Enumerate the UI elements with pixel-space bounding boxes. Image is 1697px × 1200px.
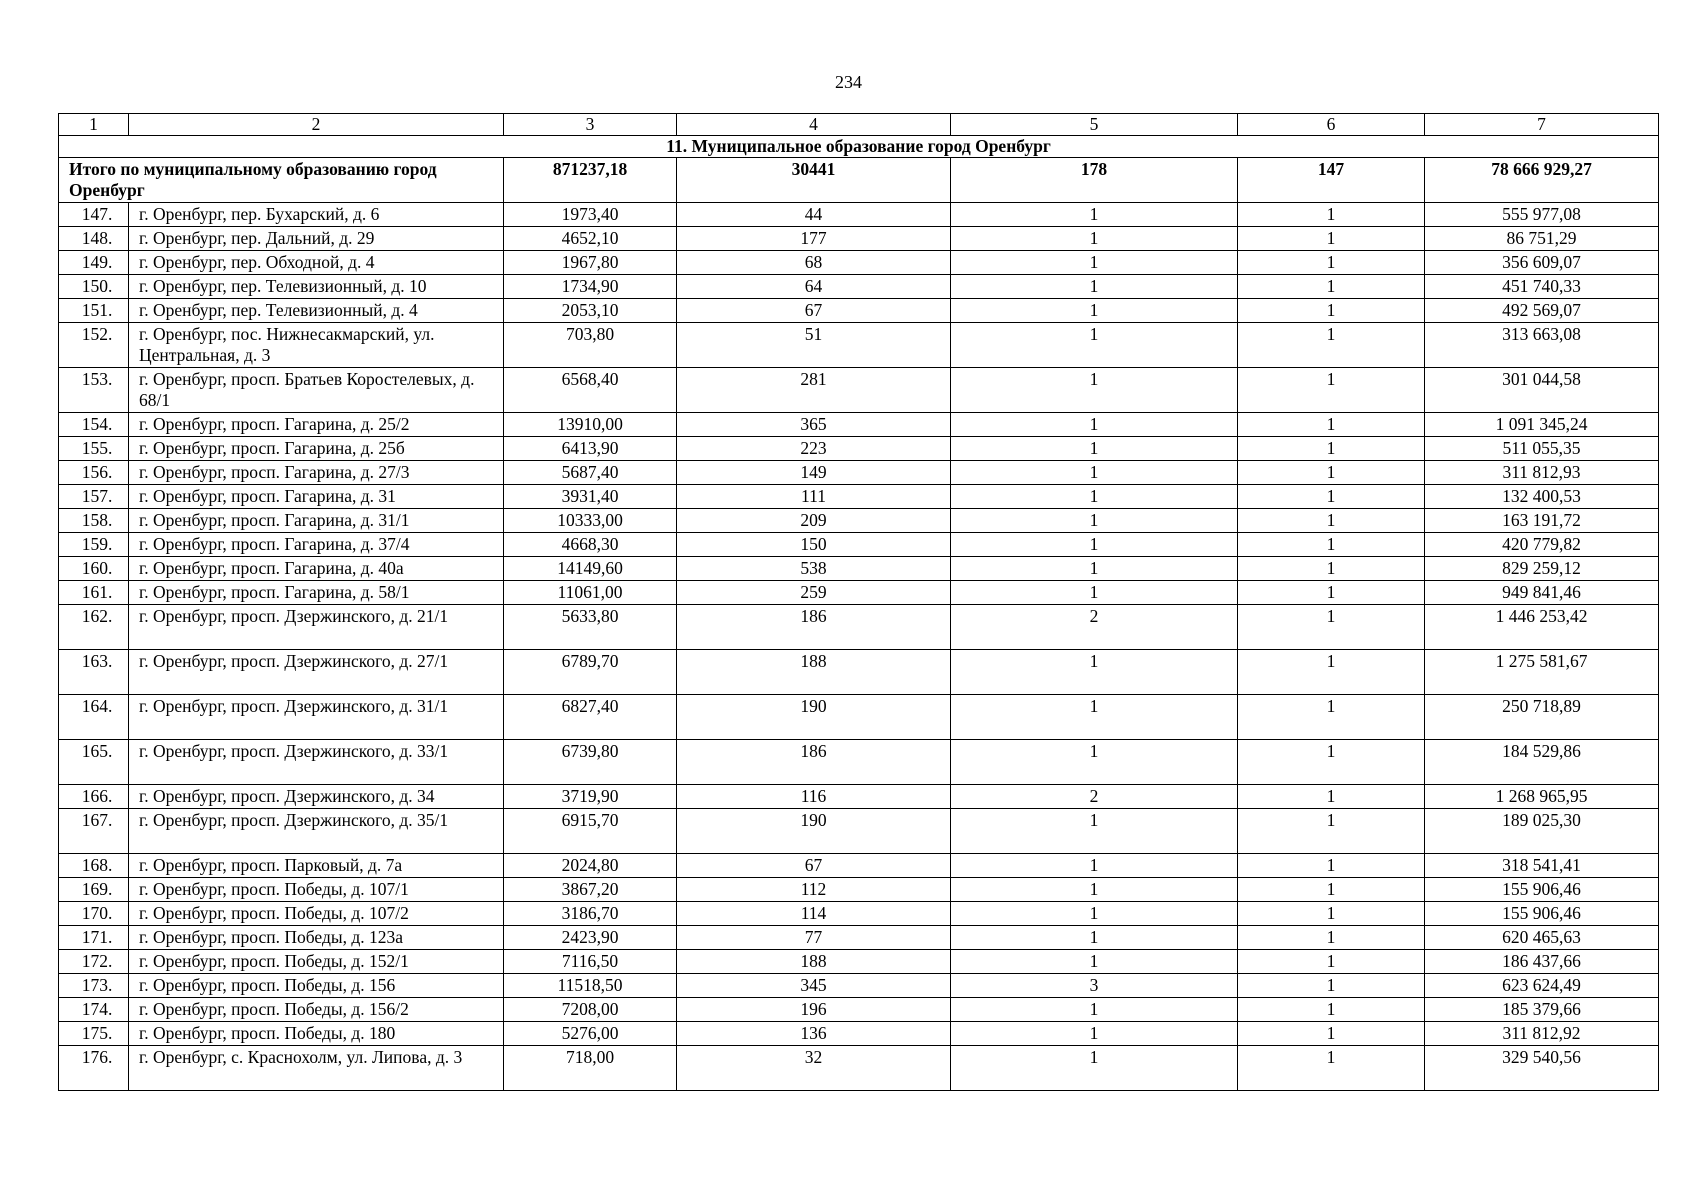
col4-cell: 68 <box>677 251 951 275</box>
row-number: 155. <box>59 437 129 461</box>
column-number: 4 <box>677 114 951 136</box>
col5-cell: 1 <box>951 251 1238 275</box>
row-number: 158. <box>59 509 129 533</box>
col6-cell: 1 <box>1238 740 1425 785</box>
col5-cell: 1 <box>951 878 1238 902</box>
col5-cell: 1 <box>951 368 1238 413</box>
col4-cell: 209 <box>677 509 951 533</box>
col6-cell: 1 <box>1238 557 1425 581</box>
col6-cell: 1 <box>1238 413 1425 437</box>
col5-cell: 1 <box>951 323 1238 368</box>
row-number: 170. <box>59 902 129 926</box>
col4-cell: 32 <box>677 1046 951 1091</box>
amount-cell: 451 740,33 <box>1425 275 1659 299</box>
row-number: 167. <box>59 809 129 854</box>
address-cell: г. Оренбург, просп. Победы, д. 180 <box>129 1022 504 1046</box>
col6-cell: 1 <box>1238 998 1425 1022</box>
col5-cell: 1 <box>951 809 1238 854</box>
amount-cell: 86 751,29 <box>1425 227 1659 251</box>
col6-cell: 1 <box>1238 926 1425 950</box>
area-cell: 703,80 <box>504 323 677 368</box>
address-cell: г. Оренбург, просп. Дзержинского, д. 27/1 <box>129 650 504 695</box>
row-number: 147. <box>59 203 129 227</box>
address-cell: г. Оренбург, просп. Победы, д. 107/2 <box>129 902 504 926</box>
table-row <box>59 485 1659 509</box>
row-number: 163. <box>59 650 129 695</box>
amount-cell: 511 055,35 <box>1425 437 1659 461</box>
col6-cell: 1 <box>1238 1022 1425 1046</box>
col4-cell: 190 <box>677 809 951 854</box>
col5-cell: 1 <box>951 533 1238 557</box>
row-number: 172. <box>59 950 129 974</box>
area-cell: 10333,00 <box>504 509 677 533</box>
col5-cell: 1 <box>951 557 1238 581</box>
amount-cell: 555 977,08 <box>1425 203 1659 227</box>
col6-cell: 1 <box>1238 695 1425 740</box>
col5-cell: 1 <box>951 650 1238 695</box>
amount-cell: 132 400,53 <box>1425 485 1659 509</box>
col4-cell: 149 <box>677 461 951 485</box>
row-number: 156. <box>59 461 129 485</box>
col6-cell: 1 <box>1238 437 1425 461</box>
amount-cell: 1 091 345,24 <box>1425 413 1659 437</box>
col5-cell: 3 <box>951 974 1238 998</box>
area-cell: 6413,90 <box>504 437 677 461</box>
col6-cell: 1 <box>1238 854 1425 878</box>
area-cell: 5276,00 <box>504 1022 677 1046</box>
amount-cell: 155 906,46 <box>1425 878 1659 902</box>
col6-cell: 1 <box>1238 809 1425 854</box>
address-cell: г. Оренбург, просп. Братьев Коростелевых, д. 68/1 <box>129 368 504 413</box>
total-amount: 78 666 929,27 <box>1425 158 1659 203</box>
amount-cell: 420 779,82 <box>1425 533 1659 557</box>
col4-cell: 77 <box>677 926 951 950</box>
section-title: 11. Муниципальное образование город Оренбург <box>59 136 1659 158</box>
area-cell: 3931,40 <box>504 485 677 509</box>
row-number: 166. <box>59 785 129 809</box>
column-number: 1 <box>59 114 129 136</box>
address-cell: г. Оренбург, просп. Победы, д. 152/1 <box>129 950 504 974</box>
col5-cell: 1 <box>951 998 1238 1022</box>
address-cell: г. Оренбург, просп. Гагарина, д. 27/3 <box>129 461 504 485</box>
table-row <box>59 878 1659 902</box>
column-number-row <box>59 114 1659 136</box>
row-number: 169. <box>59 878 129 902</box>
address-cell: г. Оренбург, просп. Парковый, д. 7а <box>129 854 504 878</box>
col6-cell: 1 <box>1238 509 1425 533</box>
col4-cell: 196 <box>677 998 951 1022</box>
table-row <box>59 1022 1659 1046</box>
col4-cell: 281 <box>677 368 951 413</box>
col6-cell: 1 <box>1238 323 1425 368</box>
col4-cell: 345 <box>677 974 951 998</box>
amount-cell: 492 569,07 <box>1425 299 1659 323</box>
column-number: 6 <box>1238 114 1425 136</box>
col4-cell: 365 <box>677 413 951 437</box>
area-cell: 14149,60 <box>504 557 677 581</box>
col6-cell: 1 <box>1238 605 1425 650</box>
address-cell: г. Оренбург, просп. Дзержинского, д. 34 <box>129 785 504 809</box>
table-row <box>59 227 1659 251</box>
area-cell: 4652,10 <box>504 227 677 251</box>
area-cell: 11518,50 <box>504 974 677 998</box>
row-number: 150. <box>59 275 129 299</box>
col5-cell: 2 <box>951 605 1238 650</box>
col5-cell: 1 <box>951 1022 1238 1046</box>
area-cell: 3867,20 <box>504 878 677 902</box>
amount-cell: 311 812,92 <box>1425 1022 1659 1046</box>
amount-cell: 184 529,86 <box>1425 740 1659 785</box>
col6-cell: 1 <box>1238 1046 1425 1091</box>
col4-cell: 223 <box>677 437 951 461</box>
col6-cell: 1 <box>1238 299 1425 323</box>
area-cell: 5633,80 <box>504 605 677 650</box>
table-row <box>59 581 1659 605</box>
table-row <box>59 509 1659 533</box>
col6-cell: 1 <box>1238 227 1425 251</box>
col6-cell: 1 <box>1238 485 1425 509</box>
col5-cell: 1 <box>951 299 1238 323</box>
col6-cell: 1 <box>1238 950 1425 974</box>
address-cell: г. Оренбург, просп. Гагарина, д. 37/4 <box>129 533 504 557</box>
table-row <box>59 740 1659 785</box>
col5-cell: 1 <box>951 950 1238 974</box>
col5-cell: 1 <box>951 902 1238 926</box>
address-cell: г. Оренбург, просп. Победы, д. 156 <box>129 974 504 998</box>
col4-cell: 188 <box>677 650 951 695</box>
col4-cell: 136 <box>677 1022 951 1046</box>
row-number: 171. <box>59 926 129 950</box>
table-row <box>59 1046 1659 1091</box>
col5-cell: 1 <box>951 413 1238 437</box>
row-number: 160. <box>59 557 129 581</box>
area-cell: 7208,00 <box>504 998 677 1022</box>
address-cell: г. Оренбург, просп. Гагарина, д. 31 <box>129 485 504 509</box>
amount-cell: 356 609,07 <box>1425 251 1659 275</box>
column-number: 7 <box>1425 114 1659 136</box>
col4-cell: 64 <box>677 275 951 299</box>
total-row <box>59 158 1659 203</box>
address-cell: г. Оренбург, просп. Победы, д. 123а <box>129 926 504 950</box>
col6-cell: 1 <box>1238 785 1425 809</box>
col5-cell: 1 <box>951 926 1238 950</box>
col6-cell: 1 <box>1238 368 1425 413</box>
col5-cell: 1 <box>951 695 1238 740</box>
amount-cell: 620 465,63 <box>1425 926 1659 950</box>
col4-cell: 186 <box>677 605 951 650</box>
area-cell: 2423,90 <box>504 926 677 950</box>
col5-cell: 1 <box>951 581 1238 605</box>
col4-cell: 190 <box>677 695 951 740</box>
col5-cell: 2 <box>951 785 1238 809</box>
area-cell: 6739,80 <box>504 740 677 785</box>
col6-cell: 1 <box>1238 878 1425 902</box>
col6-cell: 1 <box>1238 533 1425 557</box>
area-cell: 2053,10 <box>504 299 677 323</box>
address-cell: г. Оренбург, просп. Гагарина, д. 58/1 <box>129 581 504 605</box>
row-number: 149. <box>59 251 129 275</box>
col6-cell: 1 <box>1238 902 1425 926</box>
area-cell: 4668,30 <box>504 533 677 557</box>
amount-cell: 1 446 253,42 <box>1425 605 1659 650</box>
amount-cell: 311 812,93 <box>1425 461 1659 485</box>
area-cell: 1967,80 <box>504 251 677 275</box>
table-row <box>59 275 1659 299</box>
col6-cell: 1 <box>1238 461 1425 485</box>
table-row <box>59 809 1659 854</box>
row-number: 159. <box>59 533 129 557</box>
table-row <box>59 950 1659 974</box>
col6-cell: 1 <box>1238 203 1425 227</box>
col4-cell: 112 <box>677 878 951 902</box>
amount-cell: 155 906,46 <box>1425 902 1659 926</box>
col5-cell: 1 <box>951 227 1238 251</box>
amount-cell: 1 268 965,95 <box>1425 785 1659 809</box>
col4-cell: 114 <box>677 902 951 926</box>
area-cell: 7116,50 <box>504 950 677 974</box>
col5-cell: 1 <box>951 437 1238 461</box>
address-cell: г. Оренбург, пер. Дальний, д. 29 <box>129 227 504 251</box>
amount-cell: 313 663,08 <box>1425 323 1659 368</box>
address-cell: г. Оренбург, просп. Гагарина, д. 31/1 <box>129 509 504 533</box>
col4-cell: 111 <box>677 485 951 509</box>
area-cell: 13910,00 <box>504 413 677 437</box>
col5-cell: 1 <box>951 485 1238 509</box>
col4-cell: 67 <box>677 299 951 323</box>
col6-cell: 1 <box>1238 650 1425 695</box>
row-number: 153. <box>59 368 129 413</box>
data-table-container <box>58 113 1658 1091</box>
col5-cell: 1 <box>951 461 1238 485</box>
row-number: 174. <box>59 998 129 1022</box>
table-row <box>59 323 1659 368</box>
amount-cell: 186 437,66 <box>1425 950 1659 974</box>
row-number: 151. <box>59 299 129 323</box>
table-row <box>59 557 1659 581</box>
address-cell: г. Оренбург, просп. Победы, д. 107/1 <box>129 878 504 902</box>
col4-cell: 44 <box>677 203 951 227</box>
amount-cell: 250 718,89 <box>1425 695 1659 740</box>
col5-cell: 1 <box>951 1046 1238 1091</box>
row-number: 168. <box>59 854 129 878</box>
area-cell: 6827,40 <box>504 695 677 740</box>
area-cell: 6789,70 <box>504 650 677 695</box>
table-row <box>59 251 1659 275</box>
column-number: 5 <box>951 114 1238 136</box>
address-cell: г. Оренбург, просп. Дзержинского, д. 33/1 <box>129 740 504 785</box>
row-number: 154. <box>59 413 129 437</box>
row-number: 164. <box>59 695 129 740</box>
col5-cell: 1 <box>951 275 1238 299</box>
amount-cell: 189 025,30 <box>1425 809 1659 854</box>
amount-cell: 1 275 581,67 <box>1425 650 1659 695</box>
area-cell: 2024,80 <box>504 854 677 878</box>
col6-cell: 1 <box>1238 974 1425 998</box>
table-row <box>59 650 1659 695</box>
col6-cell: 1 <box>1238 275 1425 299</box>
area-cell: 5687,40 <box>504 461 677 485</box>
table-row <box>59 437 1659 461</box>
area-cell: 3186,70 <box>504 902 677 926</box>
col4-cell: 67 <box>677 854 951 878</box>
amount-cell: 318 541,41 <box>1425 854 1659 878</box>
row-number: 157. <box>59 485 129 509</box>
address-cell: г. Оренбург, пер. Обходной, д. 4 <box>129 251 504 275</box>
total-label: Итого по муниципальному образованию город Оренбург <box>59 158 504 203</box>
table-row <box>59 299 1659 323</box>
row-number: 162. <box>59 605 129 650</box>
address-cell: г. Оренбург, пер. Телевизионный, д. 4 <box>129 299 504 323</box>
address-cell: г. Оренбург, с. Краснохолм, ул. Липова, д. 3 <box>129 1046 504 1091</box>
col4-cell: 150 <box>677 533 951 557</box>
col6-cell: 1 <box>1238 251 1425 275</box>
row-number: 152. <box>59 323 129 368</box>
column-number: 3 <box>504 114 677 136</box>
col4-cell: 186 <box>677 740 951 785</box>
col4-cell: 177 <box>677 227 951 251</box>
amount-cell: 329 540,56 <box>1425 1046 1659 1091</box>
table-row <box>59 413 1659 437</box>
row-number: 175. <box>59 1022 129 1046</box>
address-cell: г. Оренбург, просп. Дзержинского, д. 35/1 <box>129 809 504 854</box>
table-row <box>59 974 1659 998</box>
row-number: 165. <box>59 740 129 785</box>
col4-cell: 259 <box>677 581 951 605</box>
amount-cell: 949 841,46 <box>1425 581 1659 605</box>
data-table <box>58 113 1659 1091</box>
table-row <box>59 926 1659 950</box>
table-row <box>59 998 1659 1022</box>
area-cell: 11061,00 <box>504 581 677 605</box>
address-cell: г. Оренбург, пос. Нижнесакмарский, ул. Центральная, д. 3 <box>129 323 504 368</box>
table-row <box>59 203 1659 227</box>
area-cell: 1973,40 <box>504 203 677 227</box>
table-row <box>59 695 1659 740</box>
area-cell: 1734,90 <box>504 275 677 299</box>
table-row <box>59 902 1659 926</box>
col4-cell: 116 <box>677 785 951 809</box>
total-col6: 147 <box>1238 158 1425 203</box>
address-cell: г. Оренбург, пер. Бухарский, д. 6 <box>129 203 504 227</box>
amount-cell: 301 044,58 <box>1425 368 1659 413</box>
table-row <box>59 461 1659 485</box>
row-number: 161. <box>59 581 129 605</box>
area-cell: 3719,90 <box>504 785 677 809</box>
total-area: 871237,18 <box>504 158 677 203</box>
amount-cell: 185 379,66 <box>1425 998 1659 1022</box>
address-cell: г. Оренбург, просп. Победы, д. 156/2 <box>129 998 504 1022</box>
amount-cell: 163 191,72 <box>1425 509 1659 533</box>
row-number: 148. <box>59 227 129 251</box>
table-row <box>59 533 1659 557</box>
row-number: 173. <box>59 974 129 998</box>
table-row <box>59 854 1659 878</box>
row-number: 176. <box>59 1046 129 1091</box>
address-cell: г. Оренбург, просп. Гагарина, д. 25/2 <box>129 413 504 437</box>
address-cell: г. Оренбург, просп. Гагарина, д. 40а <box>129 557 504 581</box>
area-cell: 6568,40 <box>504 368 677 413</box>
total-col5: 178 <box>951 158 1238 203</box>
column-number: 2 <box>129 114 504 136</box>
area-cell: 718,00 <box>504 1046 677 1091</box>
address-cell: г. Оренбург, просп. Дзержинского, д. 31/1 <box>129 695 504 740</box>
col5-cell: 1 <box>951 203 1238 227</box>
col6-cell: 1 <box>1238 581 1425 605</box>
page-number: 234 <box>835 72 862 92</box>
col5-cell: 1 <box>951 740 1238 785</box>
table-row <box>59 605 1659 650</box>
col4-cell: 538 <box>677 557 951 581</box>
address-cell: г. Оренбург, просп. Гагарина, д. 25б <box>129 437 504 461</box>
col4-cell: 188 <box>677 950 951 974</box>
col5-cell: 1 <box>951 854 1238 878</box>
address-cell: г. Оренбург, пер. Телевизионный, д. 10 <box>129 275 504 299</box>
address-cell: г. Оренбург, просп. Дзержинского, д. 21/1 <box>129 605 504 650</box>
total-col4: 30441 <box>677 158 951 203</box>
table-row <box>59 368 1659 413</box>
area-cell: 6915,70 <box>504 809 677 854</box>
col5-cell: 1 <box>951 509 1238 533</box>
col4-cell: 51 <box>677 323 951 368</box>
section-title-row <box>59 136 1659 158</box>
table-row <box>59 785 1659 809</box>
amount-cell: 829 259,12 <box>1425 557 1659 581</box>
amount-cell: 623 624,49 <box>1425 974 1659 998</box>
